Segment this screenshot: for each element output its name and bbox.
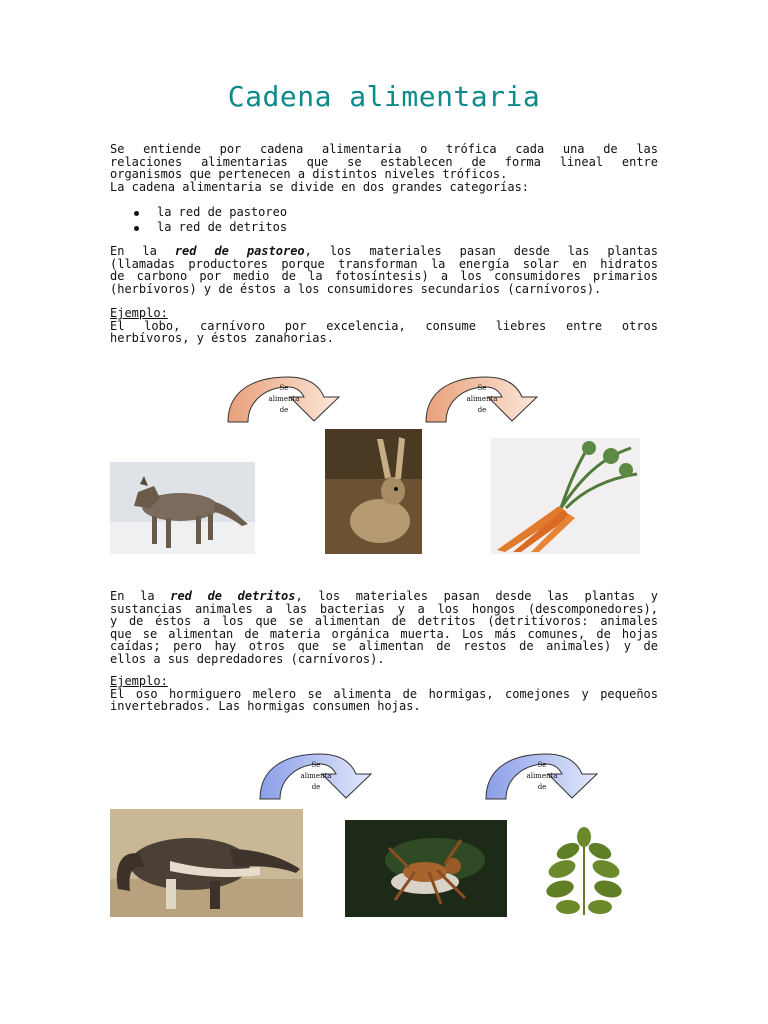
hare-photo — [325, 429, 422, 554]
detritos-line: y de éstos a los que se alimentan de detritos (detritívoros: animales — [110, 614, 658, 629]
pastoreo-first-line: En la red de pastoreo, los materiales pasan desde las plantas — [110, 244, 658, 258]
example-line: El oso hormiguero melero se alimenta de hormigas, comejones y pequeños — [110, 686, 658, 701]
example-line: herbívoros, y éstos zanahorias. — [110, 331, 334, 346]
detritos-term: red de detritos — [170, 589, 296, 603]
pastoreo-term: red de pastoreo — [174, 244, 305, 258]
detritos-line: ellos a sus depredadores (carnívoros). — [110, 651, 385, 666]
list-item: la red de pastoreo — [110, 205, 287, 220]
arrow-label: Se alimenta de — [268, 384, 300, 414]
arrow-label: Se alimenta de — [300, 761, 332, 791]
intro-line: organismos que pertenecen a distintos niveles tróficos. — [110, 167, 508, 182]
anteater-photo — [110, 809, 303, 917]
detritos-line: caídas; pero hay otros que se alimentan de restos de animales) y de — [110, 639, 658, 654]
intro-line: Se entiende por cadena alimentaria o trófica cada una de las — [110, 142, 658, 156]
detritos-example — [110, 675, 658, 713]
intro-line: La cadena alimentaria se divide en dos grandes categorías: — [110, 179, 530, 194]
pastoreo-line: (llamadas productores porque transforman la energía solar en hidratos — [110, 256, 658, 271]
wolf-photo — [110, 462, 255, 554]
detritos-paragraph — [110, 590, 658, 666]
pastoreo-line: de carbono por medio de la fotosíntesis) a los consumidores primarios — [110, 269, 658, 284]
intro-paragraph — [110, 143, 658, 193]
ant-photo — [345, 820, 507, 917]
intro-line: relaciones alimentarias que se establecen de forma lineal entre — [110, 154, 658, 169]
example-line: El lobo, carnívoro por excelencia, consume liebres entre otros — [110, 318, 658, 333]
detritos-first-line: En la red de detritos, los materiales pasan desde las plantas y — [110, 589, 658, 603]
example-label: Ejemplo: — [110, 306, 168, 320]
page-title: Cadena alimentaria — [227, 80, 541, 113]
curved-arrow — [484, 752, 600, 800]
detritos-line: que se alimentan de materia orgánica muerta. Los más comunes, de hojas — [110, 626, 658, 641]
example-line: invertebrados. Las hormigas consumen hojas. — [110, 699, 421, 714]
carrots-photo — [491, 438, 640, 554]
category-list — [110, 205, 287, 235]
leaves-photo — [538, 827, 630, 917]
curved-arrow — [424, 375, 540, 423]
arrow-label: Se alimenta de — [466, 384, 498, 414]
pastoreo-example — [110, 307, 658, 345]
pastoreo-paragraph — [110, 245, 658, 295]
detritos-line: sustancias animales a las bacterias y a los hongos (descomponedores), — [110, 601, 658, 616]
curved-arrow — [226, 375, 342, 423]
example-label: Ejemplo: — [110, 674, 168, 688]
pastoreo-line: (herbívoros) y de éstos a los consumidores secundarios (carnívoros). — [110, 281, 602, 296]
arrow-label: Se alimenta de — [526, 761, 558, 791]
curved-arrow — [258, 752, 374, 800]
list-item: la red de detritos — [110, 220, 287, 235]
